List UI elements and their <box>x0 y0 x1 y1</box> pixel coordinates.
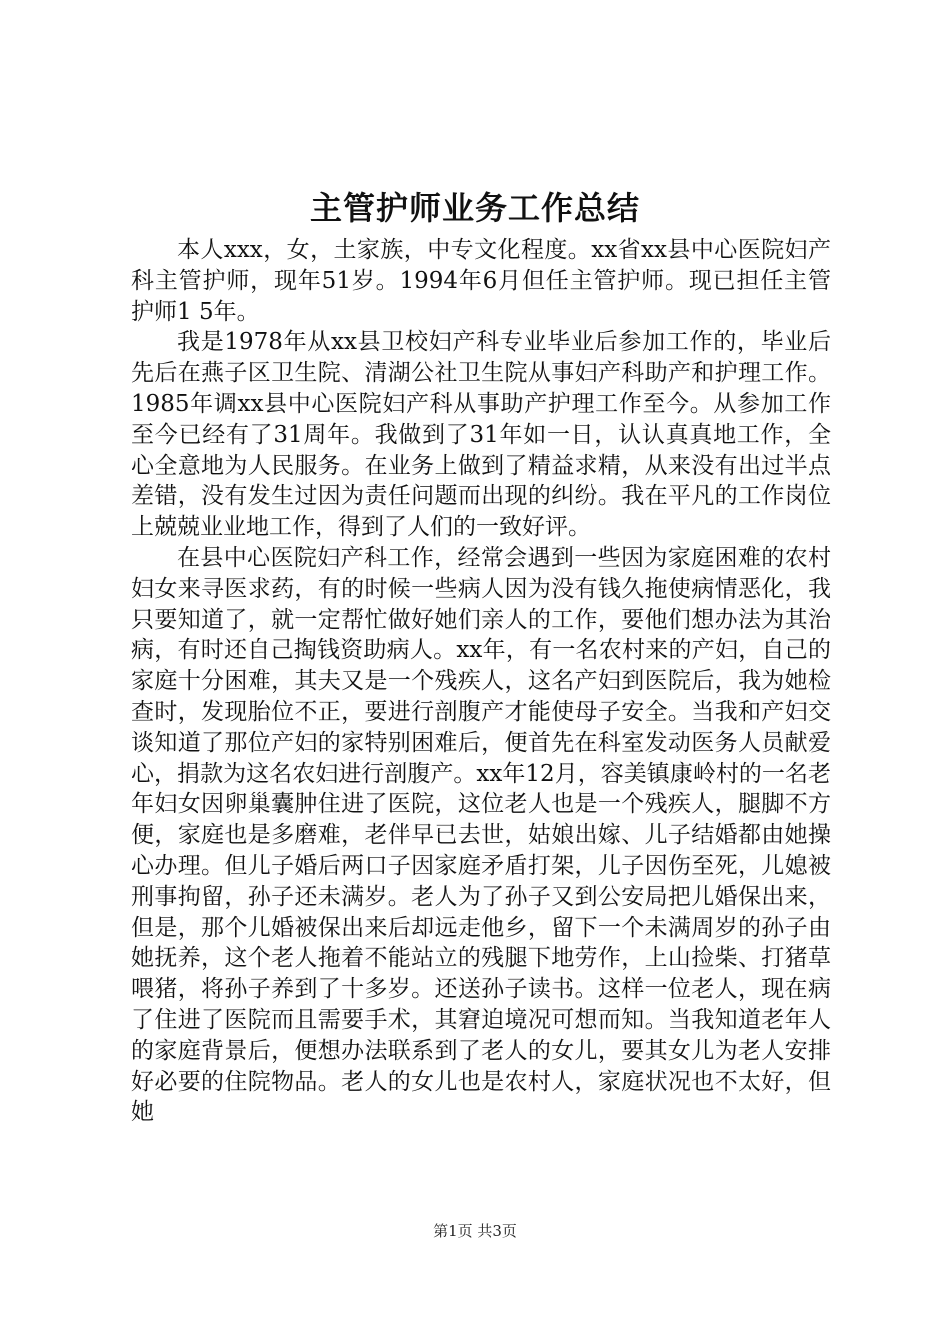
document-body <box>131 235 831 1128</box>
paragraph-career: 我是1978年从xx县卫校妇产科专业毕业后参加工作的，毕业后先后在燕子区卫生院、清湖公社卫生院从事妇产科助产和护理工作。1985年调xx县中心医院妇产科从事助产护理工作至今。从参加工作至今已经有了31周年。我做到了31年如一日，认认真真地工作，全心全意地为人民服务。在业务上做到了精益求精，从来没有出过半点差错，没有发生过因为责任问题而出现的纠纷。我在平凡的工作岗位上兢兢业业地工作，得到了人们的一致好评。 <box>131 329 831 541</box>
page-number-footer: 第1页 共3页 <box>433 1222 517 1240</box>
paragraph-intro: 本人xxx，女，土家族，中专文化程度。xx省xx县中心医院妇产科主管护师，现年51岁。1994年6月但任主管护师。现已担任主管护师1 5年。 <box>131 237 831 325</box>
paragraph-patient-stories: 在县中心医院妇产科工作，经常会遇到一些因为家庭困难的农村妇女来寻医求药，有的时候一些病人因为没有钱久拖使病情恶化，我只要知道了，就一定帮忙做好她们亲人的工作，要他们想办法为其治病，有时还自己掏钱资助病人。xx年，有一名农村来的产妇，自己的家庭十分困难，其夫又是一个残疾人，这名产妇到医院后，我为她检查时，发现胎位不正，要进行剖腹产才能使母子安全。当我和产妇交谈知道了那位产妇的家特别困难后，便首先在科室发动医务人员献爱心，捐款为这名农妇进行剖腹产。xx年12月，容美镇康岭村的一名老年妇女因卵巢囊肿住进了医院，这位老人也是一个残疾人，腿脚不方便，家庭也是多磨难，老伴早已去世，姑娘出嫁、儿子结婚都由她操心办理。但儿子婚后两口子因家庭矛盾打架，儿子因伤至死，儿媳被刑事拘留，孙子还未满岁。老人为了孙子又到公安局把儿婚保出来，但是，那个儿婚被保出来后却远走他乡，留下一个未满周岁的孙子由她抚养，这个老人拖着不能站立的残腿下地劳作，上山捡柴、打猪草喂猪，将孙子养到了十多岁。还送孙子读书。这样一位老人，现在病了住进了医院而且需要手术，其窘迫境况可想而知。当我知道老年人的家庭背景后，便想办法联系到了老人的女儿，要其女儿为老人安排好必要的住院物品。老人的女儿也是农村人，家庭状况也不太好，但她 <box>131 544 831 1126</box>
document-title: 主管护师业务工作总结 <box>309 189 640 227</box>
